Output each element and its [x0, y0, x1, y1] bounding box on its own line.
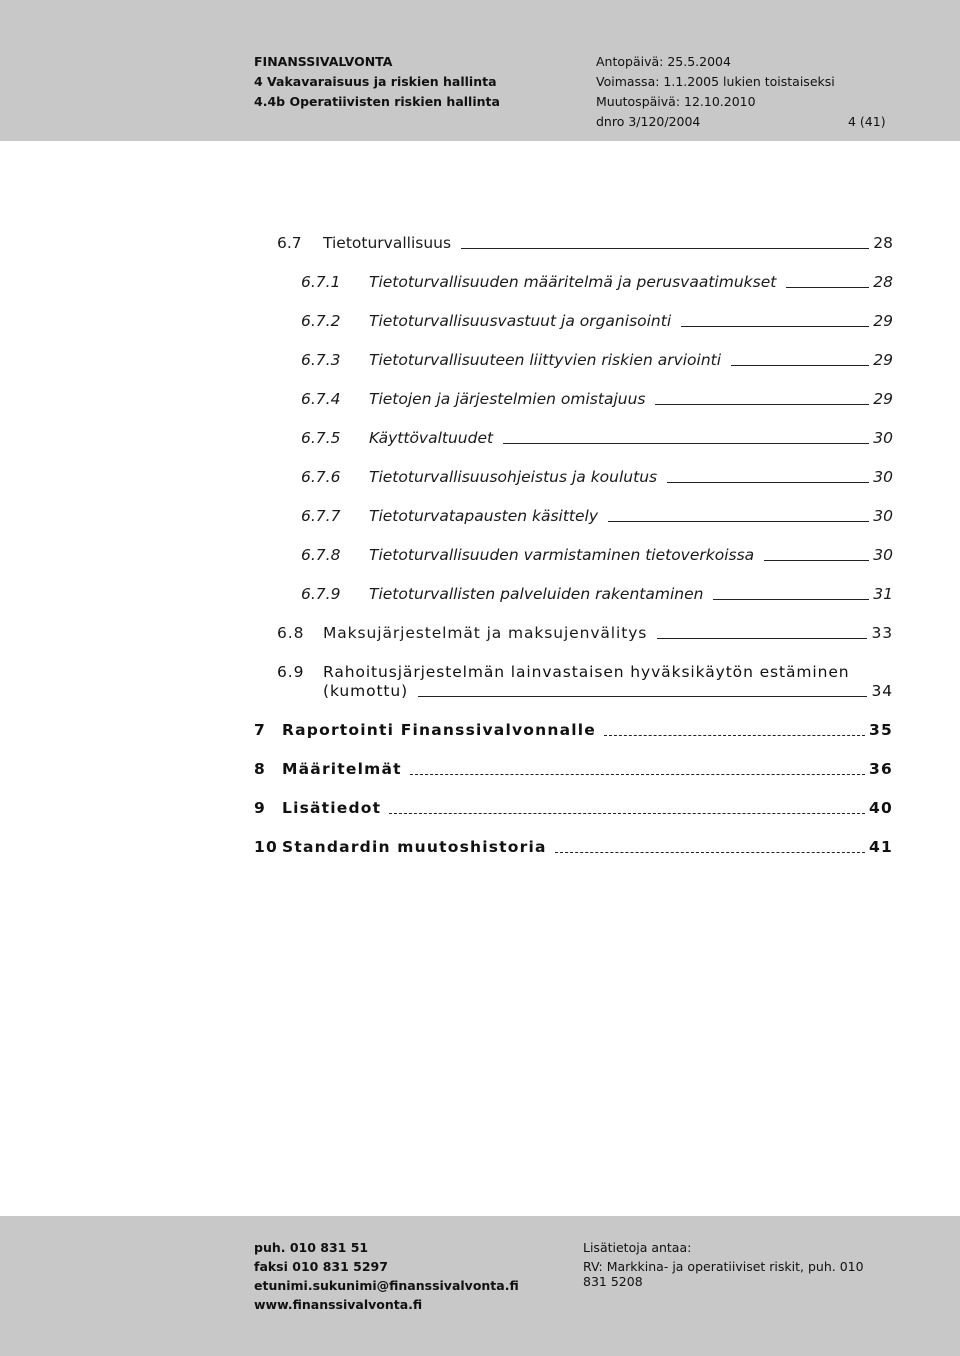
- toc-leader: [681, 325, 869, 327]
- header-page-number: 4 (41): [848, 114, 886, 129]
- toc-leader: [731, 364, 869, 366]
- toc-entry-6-7-3[interactable]: [301, 351, 893, 370]
- toc-number: 10: [254, 838, 278, 856]
- toc-page: 29: [873, 351, 893, 369]
- toc-leader: [389, 812, 865, 814]
- toc-entry-6-9[interactable]: [277, 663, 893, 701]
- toc-number: 6.7.5: [301, 429, 341, 447]
- toc-leader: [764, 559, 869, 561]
- toc-entry-6-7-7[interactable]: [301, 507, 893, 526]
- toc-title: Tietoturvallisuuden varmistaminen tietoverkoissa: [369, 546, 755, 564]
- toc-page: 29: [873, 390, 893, 408]
- footer-info-label: Lisätietoja antaa:: [583, 1240, 692, 1255]
- toc-page: 30: [873, 429, 893, 447]
- toc-page: 28: [873, 234, 893, 252]
- toc-page: 34: [871, 682, 893, 700]
- toc-title: Tietoturvatapausten käsittely: [369, 507, 599, 525]
- toc-leader: [786, 286, 869, 288]
- toc-chapter-8[interactable]: [254, 760, 893, 779]
- toc-number: 6.7.2: [301, 312, 341, 330]
- footer-website[interactable]: www.finanssivalvonta.fi: [254, 1297, 423, 1312]
- toc-entry-6-7[interactable]: [277, 234, 893, 253]
- toc-entry-6-7-2[interactable]: [301, 312, 893, 331]
- toc-page: 33: [871, 624, 893, 642]
- toc-title: Tietojen ja järjestelmien omistajuus: [369, 390, 646, 408]
- footer-info-line1: RV: Markkina- ja operatiiviset riskit, puh. 010: [583, 1259, 864, 1274]
- toc-leader: [657, 637, 867, 639]
- toc-entry-6-7-8[interactable]: [301, 546, 893, 565]
- toc-title: Maksujärjestelmät ja maksujenvälitys: [323, 624, 648, 642]
- toc-number: 6.8: [277, 624, 305, 642]
- toc-page: 29: [873, 312, 893, 330]
- toc-page: 40: [869, 799, 893, 817]
- header-valid: Voimassa: 1.1.2005 lukien toistaiseksi: [596, 74, 835, 89]
- toc-number: 6.7.1: [301, 273, 341, 291]
- header-dnro: dnro 3/120/2004: [596, 114, 701, 129]
- toc-number: 6.7: [277, 234, 302, 252]
- toc-leader: [503, 442, 869, 444]
- toc-number: 7: [254, 721, 266, 739]
- toc-number: 6.7.6: [301, 468, 341, 486]
- toc-number: 6.7.7: [301, 507, 341, 525]
- toc-title: Tietoturvallisuus: [323, 234, 452, 252]
- toc-page: 30: [873, 546, 893, 564]
- toc-title: Tietoturvallisuusohjeistus ja koulutus: [369, 468, 658, 486]
- toc-title: Lisätiedot: [282, 799, 382, 817]
- toc-page: 41: [869, 838, 893, 856]
- footer-fax: faksi 010 831 5297: [254, 1259, 388, 1274]
- toc-number: 6.7.4: [301, 390, 341, 408]
- toc-number: 6.7.3: [301, 351, 341, 369]
- toc-leader: [608, 520, 869, 522]
- toc-title-continued: (kumottu): [323, 682, 409, 700]
- toc-leader: [418, 695, 867, 697]
- footer-email[interactable]: etunimi.sukunimi@finanssivalvonta.fi: [254, 1278, 519, 1293]
- toc-entry-6-7-6[interactable]: [301, 468, 893, 487]
- footer-phone: puh. 010 831 51: [254, 1240, 369, 1255]
- toc-page: 30: [873, 468, 893, 486]
- header-org: FINANSSIVALVONTA: [254, 54, 393, 69]
- toc-number: 8: [254, 760, 266, 778]
- toc-leader: [410, 773, 865, 775]
- toc-entry-6-7-5[interactable]: [301, 429, 893, 448]
- toc-leader: [667, 481, 869, 483]
- toc-entry-6-8[interactable]: [277, 624, 893, 643]
- toc-chapter-10[interactable]: [254, 838, 893, 857]
- toc-entry-6-7-4[interactable]: [301, 390, 893, 409]
- footer-info-line2: 831 5208: [583, 1274, 643, 1289]
- toc-title: Tietoturvallisuuteen liittyvien riskien arviointi: [369, 351, 722, 369]
- toc-leader: [713, 598, 869, 600]
- toc-chapter-7[interactable]: [254, 721, 893, 740]
- header-modified: Muutospäivä: 12.10.2010: [596, 94, 756, 109]
- header-section: 4 Vakavaraisuus ja riskien hallinta: [254, 74, 497, 89]
- toc-entry-6-7-1[interactable]: [301, 273, 893, 292]
- toc-leader: [655, 403, 869, 405]
- header-subsection: 4.4b Operatiivisten riskien hallinta: [254, 94, 500, 109]
- page-header: [0, 0, 960, 141]
- toc-title: Tietoturvallisuusvastuut ja organisointi: [369, 312, 672, 330]
- toc-entry-6-7-9[interactable]: [301, 585, 893, 604]
- toc-number: 6.7.8: [301, 546, 341, 564]
- toc-title: Tietoturvallisten palveluiden rakentaminen: [369, 585, 704, 603]
- toc-page: 35: [869, 721, 893, 739]
- toc-leader: [604, 734, 865, 736]
- toc-title: Rahoitusjärjestelmän lainvastaisen hyväksikäytön estäminen: [323, 663, 850, 681]
- toc-leader: [555, 851, 865, 853]
- toc-title: Standardin muutoshistoria: [282, 838, 547, 856]
- toc-page: 36: [869, 760, 893, 778]
- toc-page: 30: [873, 507, 893, 525]
- toc-title: Tietoturvallisuuden määritelmä ja perusvaatimukset: [369, 273, 777, 291]
- toc-chapter-9[interactable]: [254, 799, 893, 818]
- toc-title: Raportointi Finanssivalvonnalle: [282, 721, 596, 739]
- toc-number: 6.9: [277, 663, 305, 681]
- toc-title: Käyttövaltuudet: [369, 429, 494, 447]
- toc-number: 9: [254, 799, 266, 817]
- toc-page: 31: [873, 585, 893, 603]
- toc-page: 28: [873, 273, 893, 291]
- toc-number: 6.7.9: [301, 585, 341, 603]
- header-issued: Antopäivä: 25.5.2004: [596, 54, 731, 69]
- toc-title: Määritelmät: [282, 760, 402, 778]
- page-footer: [0, 1216, 960, 1356]
- toc-leader: [461, 247, 869, 249]
